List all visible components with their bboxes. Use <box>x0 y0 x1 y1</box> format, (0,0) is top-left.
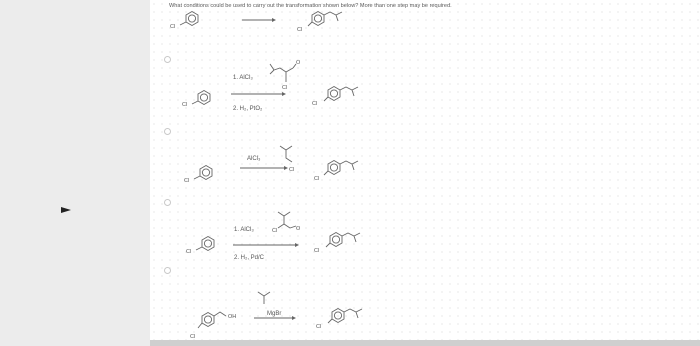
question-page <box>150 0 700 342</box>
o-label: O <box>296 60 301 66</box>
option-2-reactant <box>184 166 212 185</box>
option-3-reagent-step1: 1. AlCl₃ <box>234 227 254 233</box>
option-2-reagent: AlCl₃ <box>247 156 261 162</box>
cl-label: Cl <box>282 85 288 91</box>
cl-label: Cl <box>182 102 188 108</box>
left-panel <box>0 0 150 346</box>
option-4-reactant <box>190 312 236 340</box>
option-2-product <box>314 161 358 183</box>
option-4-product <box>316 309 362 331</box>
option-4-reagent: MgBr <box>267 311 282 317</box>
option-1-reagent-step1: 1. AlCl₃ <box>233 75 253 81</box>
bottom-strip <box>150 340 700 346</box>
cl-label: Cl <box>312 101 318 107</box>
o-label: O <box>296 226 301 232</box>
cl-label: Cl <box>314 248 320 254</box>
option-3-reagent-step2: 2. H₂, Pd/C <box>234 255 265 261</box>
cl-label: Cl <box>272 228 278 234</box>
option-3-acyl-chloride <box>272 212 301 234</box>
option-2-alkyl-chloride <box>280 146 294 173</box>
cl-label: Cl <box>289 167 295 173</box>
cl-label: Cl <box>316 324 322 330</box>
starting-material-chlorobenzene <box>170 12 198 31</box>
option-1-product <box>312 87 358 108</box>
mouse-cursor-icon <box>61 207 71 213</box>
option-1-acyl-chloride <box>270 60 301 91</box>
arrow-head-icon <box>272 18 276 22</box>
option-3-reactant <box>186 237 214 256</box>
product-structure <box>297 12 342 34</box>
arrow-head-icon <box>282 92 286 96</box>
cl-label: Cl <box>190 334 196 340</box>
cl-label: Cl <box>297 27 303 33</box>
cl-label: Cl <box>186 249 192 255</box>
cl-label: Cl <box>184 178 190 184</box>
cl-label: Cl <box>170 24 176 30</box>
option-4-ketone <box>258 292 270 304</box>
question-text: What conditions could be used to carry out the transformation shown below? More than one step may be required. <box>169 3 452 9</box>
option-1-reactant <box>182 91 210 109</box>
arrow-head-icon <box>292 316 296 320</box>
reaction-schemes-drawing <box>150 0 700 342</box>
cl-label: Cl <box>314 176 320 182</box>
option-1-reagent-step2: 2. H₂, PtO₂ <box>233 106 263 112</box>
oh-label: OH <box>228 314 237 320</box>
arrow-head-icon <box>284 166 288 170</box>
option-3-product <box>314 233 360 255</box>
arrow-head-icon <box>295 243 299 247</box>
